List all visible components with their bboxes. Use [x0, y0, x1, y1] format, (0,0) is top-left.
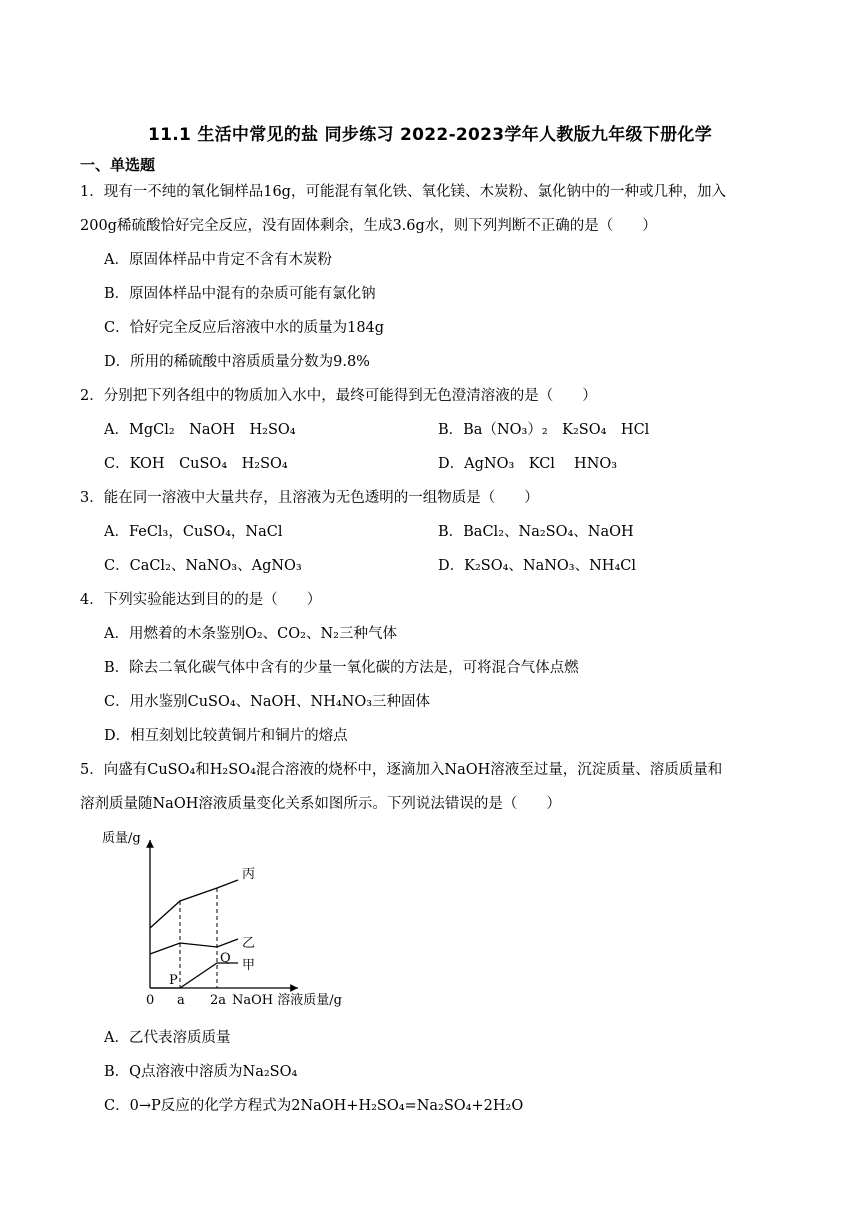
series-c-label: 丙: [242, 867, 256, 882]
tick-2a-label: 2a: [210, 993, 227, 1008]
q1-option-a: A．原固体样品中肯定不含有木炭粉: [104, 252, 332, 268]
q1-option-c: C．恰好完全反应后溶液中水的质量为184g: [104, 320, 385, 336]
series-a-label: 甲: [242, 958, 256, 973]
q4-option-a: A．用燃着的木条鉴别O₂、CO₂、N₂三种气体: [104, 626, 397, 642]
q2-option-a: A．MgCl₂ NaOH H₂SO₄: [104, 422, 296, 438]
q3-stem: 3．能在同一溶液中大量共存，且溶液为无色透明的一组物质是（ ）: [80, 490, 539, 506]
y-axis-label: 质量/g: [102, 831, 141, 846]
series-a-line: [150, 963, 238, 988]
q4-option-b: B．除去二氧化碳气体中含有的少量一氧化碳的方法是，可将混合气体点燃: [104, 660, 579, 676]
q1-stem-line2: 200g稀硫酸恰好完全反应，没有固体剩余，生成3.6g水，则下列判断不正确的是（ ）: [80, 218, 657, 234]
tick-a-label: a: [177, 993, 185, 1008]
q4-option-d: D．相互刻划比较黄铜片和铜片的熔点: [104, 728, 348, 744]
q5-stem-line1: 5．向盛有CuSO₄和H₂SO₄混合溶液的烧杯中，逐滴加入NaOH溶液至过量，沉淀质量、溶质质量和: [80, 762, 723, 778]
q3-option-a: A．FeCl₃，CuSO₄，NaCl: [104, 524, 283, 540]
origin-label: 0: [146, 993, 155, 1008]
q3-option-d: D．K₂SO₄、NaNO₃、NH₄Cl: [438, 558, 637, 574]
section-heading: 一、单选题: [80, 156, 156, 174]
q1-option-d: D．所用的稀硫酸中溶质质量分数为9.8%: [104, 354, 370, 370]
q1-stem-line1: 1．现有一不纯的氧化铜样品16g，可能混有氧化铁、氧化镁、木炭粉、氯化钠中的一种或几种，加入: [80, 184, 726, 200]
q1-option-b: B．原固体样品中混有的杂质可能有氯化钠: [104, 286, 376, 302]
q4-option-c: C．用水鉴别CuSO₄、NaOH、NH₄NO₃三种固体: [104, 694, 431, 710]
q2-stem: 2．分别把下列各组中的物质加入水中，最终可能得到无色澄清溶液的是（ ）: [80, 388, 597, 404]
series-b-label: 乙: [242, 936, 256, 951]
series-c-line: [150, 880, 238, 928]
q5-option-b: B．Q点溶液中溶质为Na₂SO₄: [104, 1064, 298, 1080]
q3-option-b: B．BaCl₂、Na₂SO₄、NaOH: [438, 524, 634, 540]
q2-option-d: D．AgNO₃ KCl HNO₃: [438, 456, 618, 472]
q5-option-c: C．0→P反应的化学方程式为2NaOH+H₂SO₄=Na₂SO₄+2H₂O: [104, 1098, 524, 1114]
q3-option-c: C．CaCl₂、NaNO₃、AgNO₃: [104, 558, 302, 574]
q4-stem: 4．下列实验能达到目的的是（ ）: [80, 592, 322, 608]
q5-option-a: A．乙代表溶质质量: [104, 1030, 231, 1046]
q5-stem-line2: 溶剂质量随NaOH溶液质量变化关系如图所示。下列说法错误的是（ ）: [80, 796, 561, 812]
x-axis-label: NaOH 溶液质量/g: [232, 993, 342, 1008]
point-q-label: Q: [220, 951, 231, 966]
point-p-label: P: [169, 973, 178, 988]
q2-option-c: C．KOH CuSO₄ H₂SO₄: [104, 456, 288, 472]
q2-option-b: B．Ba（NO₃）₂ K₂SO₄ HCl: [438, 422, 650, 438]
mass-graph: [98, 826, 358, 1018]
page-title: 11.1 生活中常见的盐 同步练习 2022-2023学年人教版九年级下册化学: [147, 125, 713, 145]
